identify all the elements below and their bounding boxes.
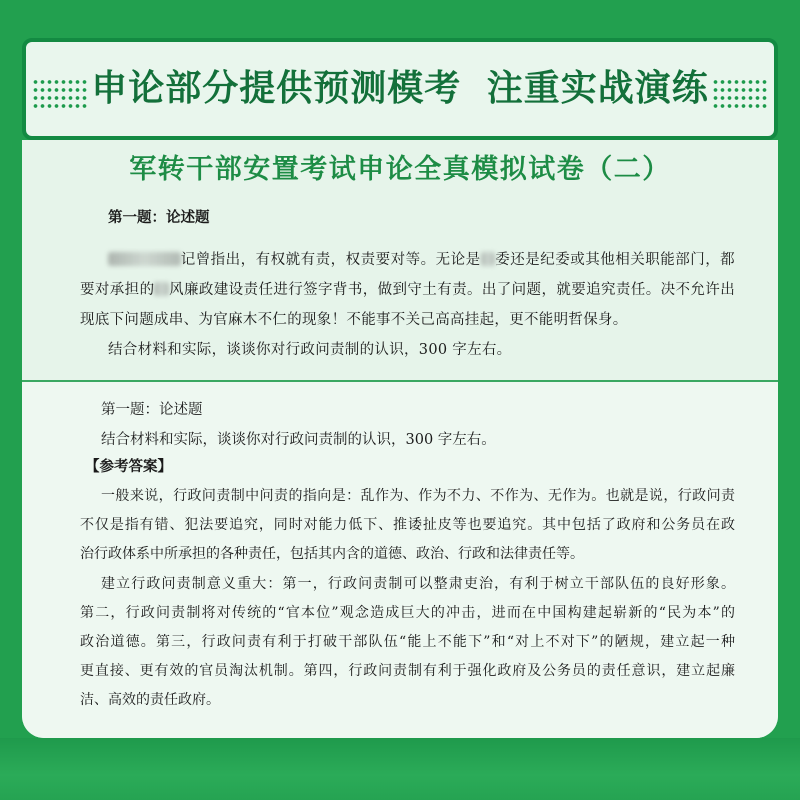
- material-text: 风廉政建设责任进行签字背书，做到守土有责。出了问题，就要追究责任。决不允许出: [168, 282, 735, 298]
- material-text: 委还是纪委或其他相关职能部门，都: [495, 252, 735, 268]
- dot-pattern-left-icon: [32, 78, 88, 110]
- answer-line: 第二，行政问责制将对传统的“官本位”观念造成巨大的冲击，进而在中国构建起崭新的“民为本”的: [80, 604, 735, 621]
- blurred-text: [108, 252, 181, 266]
- material-text: 记曾指出，有权就有责，权责要对等。无论是: [180, 252, 481, 268]
- answer-line: 不仅是指有错、犯法要追究，同时对能力低下、推诿扯皮等也要追究。其中包括了政府和公务员在政: [80, 517, 735, 534]
- material-line: [80, 245, 735, 275]
- material-paragraph: [80, 245, 735, 365]
- promo-banner: [22, 38, 778, 140]
- answer-line: 更直接、更有效的官员淘汰机制。第四，行政问责制有利于强化政府及公务员的责任意识，建立起廉: [80, 663, 735, 680]
- material-line: [80, 275, 735, 305]
- answer-line: 一般来说，行政问责制中问责的指向是：乱作为、作为不力、不作为、无作为。也就是说，行政问责: [101, 488, 735, 504]
- exam-title: 军转干部安置考试申论全真模拟试卷（二）: [129, 154, 671, 185]
- answer-line: 治行政体系中所承担的各种责任，包括其内含的道德、政治、行政和法律责任等。: [80, 546, 584, 563]
- background-frame: [0, 738, 800, 800]
- answer-line: 洁、高效的责任政府。: [80, 692, 220, 709]
- answer-label: 【参考答案】: [85, 458, 172, 475]
- answer-line: 建立行政问责制意义重大：第一，行政问责制可以整肃吏治，有利于树立干部队伍的良好形象。: [101, 575, 735, 592]
- answer-page-prompt: 结合材料和实际，谈谈你对行政问责制的认识，300 字左右。: [101, 432, 496, 448]
- page-divider: [22, 380, 778, 382]
- material-text: 要对承担的: [80, 282, 155, 298]
- banner-headline: 申论部分提供预测模考 注重实战演练: [91, 68, 709, 109]
- material-line: 现底下问题成串、为官麻木不仁的现象！不能事不关己高高挂起，更不能明哲保身。: [80, 312, 628, 328]
- reference-answer: [80, 482, 735, 716]
- answer-line: 政治道德。第三，行政问责有利于打破干部队伍“能上不能下”和“对上不对下”的陋规，建立起一种: [80, 633, 735, 650]
- question-prompt: 结合材料和实际，谈谈你对行政问责制的认识，300 字左右。: [108, 342, 512, 358]
- blurred-text: [154, 282, 169, 296]
- question-heading: 第一题：论述题: [108, 209, 210, 226]
- dot-pattern-right-icon: [712, 78, 768, 110]
- blurred-text: [481, 252, 496, 266]
- answer-page-heading: 第一题：论述题: [101, 402, 203, 418]
